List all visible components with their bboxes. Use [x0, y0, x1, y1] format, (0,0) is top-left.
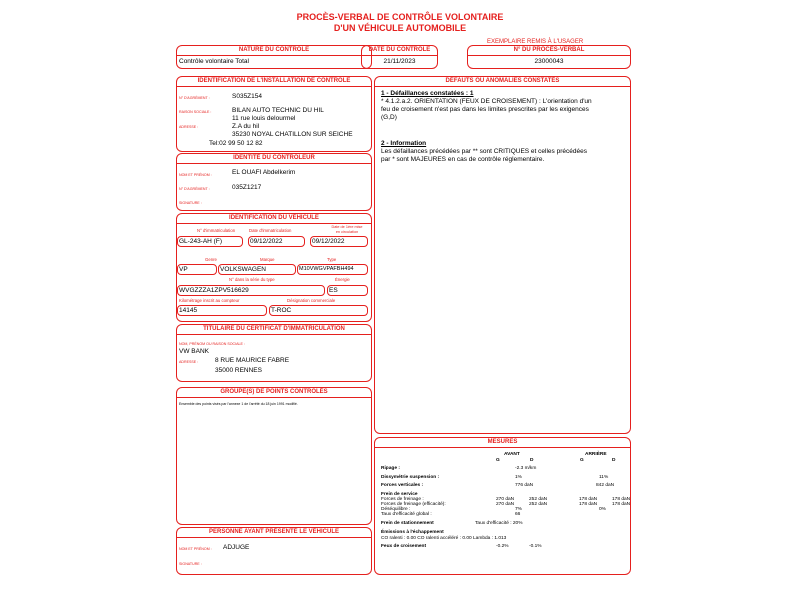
freinage-eff-ar-d: 178 daN	[612, 502, 631, 507]
taux-global: 66	[515, 512, 521, 517]
forces-v-ar: 842 daN	[596, 483, 615, 488]
taux-global-label: Taux d'efficacité global :	[381, 512, 432, 517]
proces-verbal-header: N° DU PROCÈS-VERBAL	[468, 46, 630, 56]
desequilibre-av: 7%	[515, 507, 522, 512]
installation-adresse3: 35230 NOYAL CHATILLON SUR SEICHE	[232, 131, 353, 138]
type-field: M10VWGVPAFBH494	[297, 264, 368, 275]
date-circ-label: Date de 1ère mise en circulation	[331, 225, 363, 234]
nature-header: NATURE DU CONTRÔLE	[177, 46, 371, 56]
defauts-s1-line3: (G,D)	[381, 114, 397, 121]
freinage-eff-av-d: 252 daN	[529, 502, 548, 507]
ripage-value: -2.3 m/km	[515, 466, 537, 471]
installation-raison: BILAN AUTO TECHNIC DU HIL	[232, 107, 324, 114]
controleur-signature-label: SIGNATURE :	[179, 201, 202, 205]
controleur-nom-label: NOM ET PRÉNOM :	[179, 173, 212, 177]
titulaire-nom: VW BANK	[179, 348, 209, 355]
installation-agrement-label: N° D'AGRÉMENT :	[179, 96, 210, 100]
marque-field: VOLKSWAGEN	[218, 264, 296, 275]
defauts-box	[374, 76, 631, 434]
defauts-s1-line1: * 4.1.2.a.2. ORIENTATION (FEUX DE CROISEMENT) : L'orientation d'un	[381, 98, 592, 105]
defauts-s2-line2: par * sont MAJEURES en cas de contrôle réglementaire.	[381, 156, 545, 163]
titulaire-adresse2: 35000 RENNES	[215, 367, 262, 374]
date-controle-header: DATE DU CONTRÔLE	[362, 46, 437, 56]
date-immat-label: Date d'immatriculation	[249, 228, 292, 233]
personne-nom: ADJUGE	[223, 544, 250, 551]
controleur-agrement: 035Z1217	[232, 184, 262, 191]
energie-label: Énergie	[335, 277, 350, 282]
document-title-line1: PROCÈS-VERBAL DE CONTRÔLE VOLONTAIRE	[296, 12, 504, 22]
installation-header: IDENTIFICATION DE L'INSTALLATION DE CONTRÔLE	[177, 77, 371, 87]
frein-stat: Taux d'efficacité : 20%	[475, 521, 523, 526]
installation-adresse1: 11 rue louis delourmel	[232, 115, 296, 122]
designation-label: Désignation commerciale	[287, 298, 336, 303]
genre-field: VP	[177, 264, 217, 275]
km-label: Kilométrage inscrit au compteur	[179, 298, 240, 303]
installation-agrement: S035Z154	[232, 93, 262, 100]
serie-field: WVGZZZA1ZPV516629	[177, 285, 325, 296]
personne-box	[176, 527, 372, 575]
proces-verbal-box	[467, 45, 631, 69]
installation-adresse2: Z.A du hil	[232, 123, 260, 130]
feux-d: -0.1%	[529, 544, 542, 549]
installation-tel: Tel:02 99 50 12 82	[209, 140, 263, 147]
nature-box	[176, 45, 372, 69]
date-controle-value: 21/11/2023	[383, 58, 416, 65]
forces-v-av: 776 daN	[515, 483, 534, 488]
defauts-s1-line2: feu de croisement n'est pas dans les limites prescrites par les exigences	[381, 106, 589, 113]
personne-header: PERSONNE AYANT PRÉSENTÉ LE VÉHICULE	[177, 528, 371, 538]
groupes-header: GROUPE(S) DE POINTS CONTRÔLÉS	[177, 388, 371, 398]
defauts-s2-title: 2 - Information	[381, 140, 427, 147]
installation-box	[176, 76, 372, 152]
immat-label: N° d'immatriculation	[197, 228, 236, 233]
mesures-av-d: D	[530, 458, 534, 463]
personne-signature-label: SIGNATURE :	[179, 562, 202, 566]
energie-field: ES	[327, 285, 368, 296]
mesures-av-g: G	[496, 458, 500, 463]
dissym-av: 1%	[515, 475, 522, 480]
vehicule-box	[176, 213, 372, 322]
type-label: Type	[327, 257, 337, 262]
nature-value: Contrôle volontaire Total	[179, 58, 249, 65]
mesures-arriere: ARRIÈRE	[585, 452, 607, 457]
frein-service-label: Frein de service	[381, 492, 418, 497]
mesures-ar-d: D	[612, 458, 616, 463]
desequilibre-ar: 0%	[599, 507, 606, 512]
titulaire-adresse-label: ADRESSE :	[179, 360, 199, 364]
designation-field: T-ROC	[269, 305, 368, 316]
freinage-eff-av-g: 270 daN	[496, 502, 515, 507]
mesures-header: MESURES	[375, 438, 630, 448]
installation-raison-label: RAISON SOCIALE :	[179, 110, 212, 114]
freinage-ar-d: 178 daN	[612, 497, 631, 502]
titulaire-header: TITULAIRE DU CERTIFICAT D'IMMATRICULATION	[177, 325, 371, 335]
controleur-agrement-label: N° D'AGRÉMENT :	[179, 187, 210, 191]
feux-label: Feux de croisement	[381, 544, 427, 549]
genre-label: Genre	[205, 257, 217, 262]
proces-verbal-value: 23000043	[534, 58, 564, 65]
controleur-box	[176, 153, 372, 211]
defauts-s1-title: 1 - Défaillances constatées : 1	[381, 90, 474, 97]
marque-label: Marque	[260, 257, 275, 262]
freinage-av-g: 270 daN	[496, 497, 515, 502]
km-field: 14145	[177, 305, 267, 316]
groupes-box	[176, 387, 372, 525]
date-circ-field: 09/12/2022	[310, 236, 368, 247]
vehicule-header: IDENTIFICATION DU VÉHICULE	[177, 214, 371, 224]
controleur-header: IDENTITÉ DU CONTRÔLEUR	[177, 154, 371, 164]
document-title-line2: D'UN VÉHICULE AUTOMOBILE	[333, 23, 467, 33]
dissym-label: Dissymétrie suspension :	[381, 475, 440, 480]
date-controle-box	[361, 45, 438, 69]
titulaire-nom-label: NOM, PRÉNOM OU RAISON SOCIALE :	[179, 342, 245, 346]
defauts-s2-line1: Les défaillances précédées par ** sont CRITIQUES et celles précédées	[381, 148, 587, 155]
date-immat-field: 09/12/2022	[248, 236, 305, 247]
controleur-nom: EL OUAFI Abdelkerim	[232, 169, 296, 176]
defauts-header: DÉFAUTS OU ANOMALIES CONSTATÉS	[375, 77, 630, 87]
freinage-eff-label: Forces de freinage (efficacité):	[381, 502, 446, 507]
serie-label: N° dans la série du type	[229, 277, 275, 282]
installation-adresse-label: ADRESSE :	[179, 125, 199, 129]
freinage-av-d: 252 daN	[529, 497, 548, 502]
freinage-label: Forces de freinage :	[381, 497, 424, 502]
emissions-values: CO ralenti : 0.00 CO ralenti accéléré : 0.00 Lambda : 1.013	[381, 536, 507, 541]
mesures-ar-g: G	[580, 458, 584, 463]
ripage-label: Ripage :	[381, 466, 400, 471]
exemplaire-notice: EXEMPLAIRE REMIS À L'USAGER	[487, 39, 584, 45]
emissions-label: Émissions à l'échappement	[381, 530, 444, 535]
personne-nom-label: NOM ET PRÉNOM :	[179, 547, 212, 551]
titulaire-box	[176, 324, 372, 382]
mesures-avant: AVANT	[504, 452, 520, 457]
dissym-ar: 11%	[599, 475, 609, 480]
freinage-eff-ar-g: 178 daN	[579, 502, 598, 507]
desequilibre-label: Déséquilibre :	[381, 507, 411, 512]
frein-stat-label: Frein de stationnement	[381, 521, 434, 526]
freinage-ar-g: 178 daN	[579, 497, 598, 502]
groupes-text: Ensemble des points visés par l'annexe 1 de l'arrêté du 18 juin 1991 modifié.	[179, 402, 298, 406]
immat-field: GL-243-AH (F)	[177, 236, 243, 247]
forces-v-label: Forces verticales :	[381, 483, 424, 488]
mesures-box	[374, 437, 631, 575]
feux-g: -0.2%	[496, 544, 509, 549]
titulaire-adresse1: 8 RUE MAURICE FABRE	[215, 357, 290, 364]
